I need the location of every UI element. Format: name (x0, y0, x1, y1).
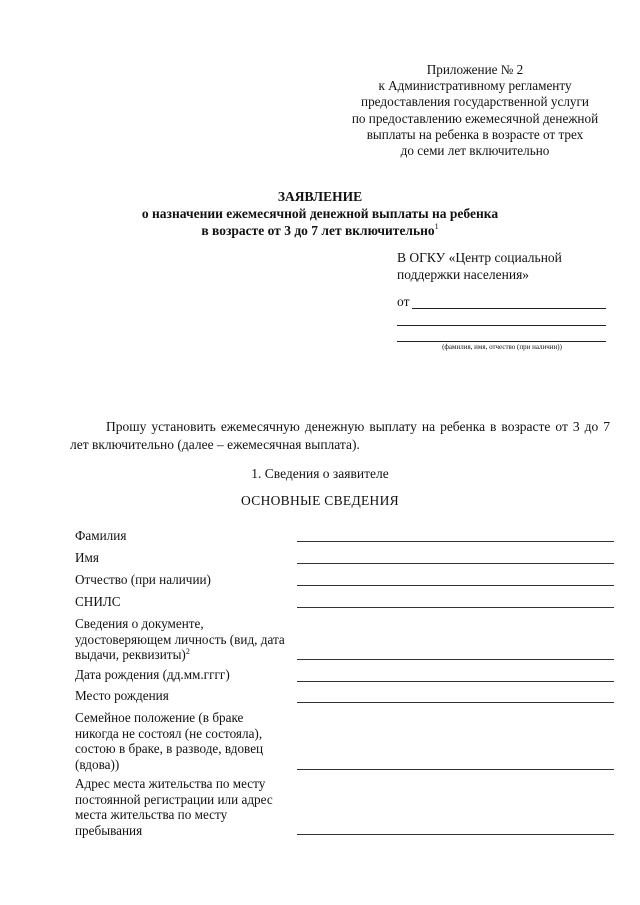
field-input-surname[interactable] (297, 541, 614, 542)
from-line-3[interactable] (397, 341, 606, 342)
field-input-address[interactable] (297, 834, 614, 835)
field-label-marital-status: Семейное положение (в браке никогда не состоял (не состояла), состою в браке, в разводе, вдовец (вдова)) (75, 710, 264, 772)
from-label: от (397, 294, 410, 309)
field-label-id-document (75, 616, 290, 663)
footnote-mark: 1 (434, 222, 439, 231)
title-subtitle-line: о назначении ежемесячной денежной выплаты на ребенка (141, 206, 499, 221)
field-input-snils[interactable] (297, 607, 614, 608)
field-label-name: Имя (75, 550, 99, 565)
recipient-line: поддержки населения» (397, 266, 530, 282)
appendix-line: Приложение № 2 (426, 62, 524, 77)
field-label-surname: Фамилия (75, 528, 127, 543)
field-label-birth-date: Дата рождения (дд.мм.гггг) (75, 667, 230, 682)
field-label-birth-place: Место рождения (75, 688, 169, 703)
title-subtitle-text: в возрасте от 3 до 7 лет включительно (201, 223, 435, 238)
field-input-name[interactable] (297, 563, 614, 564)
section-heading: 1. Сведения о заявителе (251, 466, 389, 481)
recipient-block (397, 250, 627, 283)
appendix-line: по предоставлению ежемесячной денежной (351, 110, 599, 126)
recipient-line: В ОГКУ «Центр социальной (397, 250, 562, 265)
fio-caption: (фамилия, имя, отчество (при наличии)) (442, 343, 562, 351)
appendix-line: до семи лет включительно (400, 143, 550, 159)
from-line-1[interactable] (412, 308, 606, 309)
request-paragraph: Прошу установить ежемесячную денежную выплату на ребенка в возрасте от 3 до 7 лет включительно (далее – ежемесячная выплата). (70, 419, 610, 452)
title-subtitle-line-2 (120, 222, 520, 239)
title-main: ЗАЯВЛЕНИЕ (277, 189, 363, 204)
field-label-address: Адрес места жительства по месту постоянной регистрации или адрес места жительства по месту пребывания (75, 776, 273, 838)
field-input-marital-status[interactable] (297, 769, 614, 770)
field-input-patronymic[interactable] (297, 585, 614, 586)
field-input-id-document[interactable] (297, 659, 614, 660)
from-line-2[interactable] (397, 325, 606, 326)
appendix-header (330, 62, 620, 159)
document-title (120, 188, 520, 239)
field-label-id-document-text: Сведения о документе, удостоверяющем личность (вид, дата выдачи, реквизиты) (75, 616, 285, 662)
field-input-birth-place[interactable] (297, 702, 614, 703)
field-input-birth-date[interactable] (297, 681, 614, 682)
field-label-patronymic: Отчество (при наличии) (75, 572, 211, 587)
appendix-line: к Административному регламенту (378, 78, 572, 94)
footnote-mark: 2 (185, 647, 190, 656)
field-label-snils: СНИЛС (75, 594, 121, 609)
basic-info-heading: ОСНОВНЫЕ СВЕДЕНИЯ (241, 493, 399, 508)
appendix-line: предоставления государственной услуги (361, 94, 589, 110)
appendix-line: выплаты на ребенка в возрасте от трех (366, 126, 584, 142)
